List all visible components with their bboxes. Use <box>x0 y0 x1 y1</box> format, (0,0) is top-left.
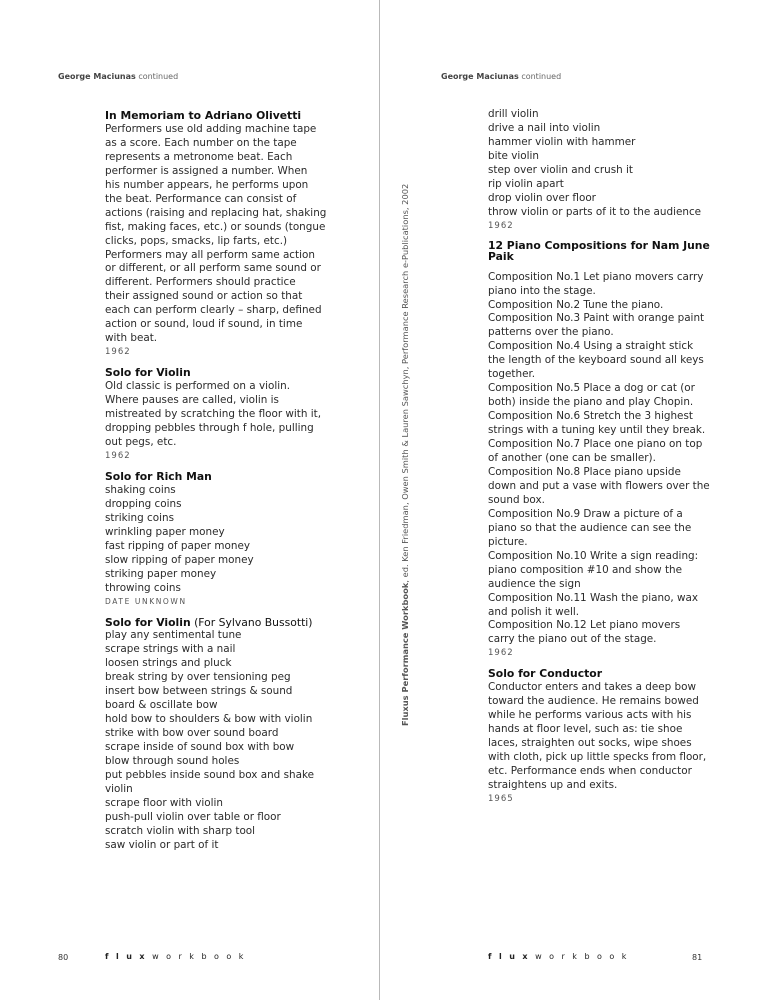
piece-title: Solo for Violin <box>105 366 191 380</box>
running-head-right <box>441 72 561 81</box>
right-page-column <box>488 108 713 813</box>
text-line: wrinkling paper money <box>105 525 225 538</box>
piece-title: Solo for Conductor <box>488 667 603 681</box>
text-line: Performers use old adding machine tape <box>105 122 317 135</box>
text-line: push-pull violin over table or floor <box>105 810 281 823</box>
text-line: scrape floor with violin <box>105 796 223 809</box>
text-line: drop violin over floor <box>488 191 596 204</box>
text-line: down and put a vase with flowers over the <box>488 479 710 492</box>
vertical-publication-credit <box>400 184 410 726</box>
running-head-left <box>58 72 178 81</box>
footer-brand-left <box>105 952 251 961</box>
text-line: the length of the keyboard sound all keys <box>488 354 704 367</box>
piece-year: 1962 <box>105 347 131 358</box>
text-line: actions (raising and replacing hat, shaking <box>105 206 327 219</box>
text-line: Composition No.8 Place piano upside <box>488 465 681 478</box>
credit-details: , ed. Ken Friedman, Owen Smith & Lauren Sawchyn, Performance Research e-Publications, 2002 <box>400 183 410 583</box>
text-line: scrape inside of sound box with bow <box>105 741 295 754</box>
text-line: Composition No.11 Wash the piano, wax <box>488 591 699 604</box>
piece-year: DATE UNKNOWN <box>105 596 187 606</box>
text-line: straightens up and exits. <box>488 778 618 791</box>
text-line: piano so that the audience can see the <box>488 521 692 534</box>
text-line: Composition No.2 Tune the piano. <box>488 298 664 311</box>
text-line: Performers may all perform same action <box>105 248 315 261</box>
text-line: drive a nail into violin <box>488 121 601 134</box>
text-line: strike with bow over sound board <box>105 727 279 740</box>
text-line: violin <box>105 782 133 795</box>
text-line: hands at floor level, such as: tie shoe <box>488 723 683 736</box>
text-line: different. Performers should practice <box>105 276 296 289</box>
text-line: Composition No.3 Paint with orange paint <box>488 312 705 325</box>
text-line: put pebbles inside sound box and shake <box>105 768 314 781</box>
text-line: throw violin or parts of it to the audience <box>488 205 702 218</box>
brand-flux: flux <box>105 952 153 961</box>
text-line: and polish it well. <box>488 605 580 618</box>
text-line: as a score. Each number on the tape <box>105 136 297 149</box>
piece-solo-for-violin-bussotti <box>105 616 330 853</box>
text-line: picture. <box>488 535 528 548</box>
text-line: loosen strings and pluck <box>105 657 232 670</box>
text-line: patterns over the piano. <box>488 326 614 339</box>
text-line: slow ripping of paper money <box>105 553 254 566</box>
text-line: play any sentimental tune <box>105 629 242 642</box>
piece-solo-for-violin <box>105 366 330 462</box>
text-line: scrape strings with a nail <box>105 643 236 656</box>
text-line: blow through sound holes <box>105 755 240 768</box>
text-line: rip violin apart <box>488 177 564 190</box>
text-line: action or sound, loud if sound, in time <box>105 318 303 331</box>
text-line: the beat. Performance can consist of <box>105 192 297 205</box>
brand-flux: flux <box>488 952 536 961</box>
text-line: shaking coins <box>105 483 176 496</box>
text-line: laces, straighten out socks, wipe shoes <box>488 737 692 750</box>
piece-title-main: Solo for Violin <box>105 615 191 629</box>
piece-piano-compositions <box>488 240 713 660</box>
text-line: with cloth, pick up little specks from floor, <box>488 751 707 764</box>
text-line: break string by over tensioning peg <box>105 671 291 684</box>
text-line: carry the piano out of the stage. <box>488 633 657 646</box>
text-line: Where pauses are called, violin is <box>105 394 279 407</box>
running-head-continued: continued <box>138 72 179 81</box>
text-line: out pegs, etc. <box>105 435 177 448</box>
text-line: saw violin or part of it <box>105 838 219 851</box>
text-line: while he performs various acts with his <box>488 709 692 722</box>
text-line: Composition No.7 Place one piano on top <box>488 438 703 451</box>
text-line: hammer violin with hammer <box>488 135 636 148</box>
text-line: striking coins <box>105 511 174 524</box>
text-line: board & oscillate bow <box>105 699 218 712</box>
text-line: Conductor enters and takes a deep bow <box>488 681 696 694</box>
footer-brand-right <box>488 952 634 961</box>
text-line: mistreated by scratching the floor with it, <box>105 408 322 421</box>
page-number-right: 81 <box>692 953 703 962</box>
text-line: piano into the stage. <box>488 284 596 297</box>
text-line: together. <box>488 368 536 381</box>
text-line: Composition No.5 Place a dog or cat (or <box>488 382 695 395</box>
piece-title <box>105 616 330 630</box>
text-line: toward the audience. He remains bowed <box>488 695 699 708</box>
piece-title: Solo for Rich Man <box>105 469 212 483</box>
brand-workbook: workbook <box>152 952 251 961</box>
text-line: etc. Performance ends when conductor <box>488 765 692 778</box>
piece-title-dedication: (For Sylvano Bussotti) <box>190 615 313 629</box>
text-line: Composition No.6 Stretch the 3 highest <box>488 410 693 423</box>
text-line: each can perform clearly – sharp, defined <box>105 304 322 317</box>
text-line: performer is assigned a number. When <box>105 164 308 177</box>
piece-title: In Memoriam to Adriano Olivetti <box>105 109 302 122</box>
piece-year: 1962 <box>105 450 131 461</box>
credit-book-title: Fluxus Performance Workbook <box>400 582 410 726</box>
piece-title: 12 Piano Compositions for Nam June Paik <box>488 238 710 264</box>
text-line: Composition No.9 Draw a picture of a <box>488 507 683 520</box>
text-line: insert bow between strings & sound <box>105 685 293 698</box>
text-line: drill violin <box>488 108 539 120</box>
page-number-left: 80 <box>58 953 69 962</box>
text-line: clicks, pops, smacks, lip farts, etc.) <box>105 234 288 247</box>
text-line: Composition No.12 Let piano movers <box>488 619 681 632</box>
text-line: hold bow to shoulders & bow with violin <box>105 713 313 726</box>
text-line: Old classic is performed on a violin. <box>105 380 291 393</box>
text-line: both) inside the piano and play Chopin. <box>488 396 694 409</box>
text-line: strings with a tuning key until they break. <box>488 424 706 437</box>
text-line: fast ripping of paper money <box>105 539 250 552</box>
text-line: bite violin <box>488 149 540 162</box>
text-line: or different, or all perform same sound or <box>105 262 321 275</box>
text-line: piano composition #10 and show the <box>488 563 683 576</box>
text-line: throwing coins <box>105 581 181 594</box>
piece-solo-for-rich-man <box>105 470 330 608</box>
text-line: his number appears, he performs upon <box>105 178 309 191</box>
text-line: Composition No.1 Let piano movers carry <box>488 270 704 283</box>
text-line: striking paper money <box>105 567 217 580</box>
page-gutter-divider <box>379 0 380 1000</box>
text-line: fist, making faces, etc.) or sounds (tongue <box>105 220 326 233</box>
text-line: dropping coins <box>105 497 182 510</box>
brand-workbook: workbook <box>535 952 634 961</box>
running-head-author: George Maciunas <box>58 72 136 81</box>
left-page-column <box>105 109 330 861</box>
text-line: of another (one can be smaller). <box>488 452 656 465</box>
piece-solo-for-violin-continued <box>488 108 713 232</box>
running-head-continued: continued <box>521 72 562 81</box>
text-line: their assigned sound or action so that <box>105 290 303 303</box>
piece-year: 1962 <box>488 220 514 231</box>
piece-year: 1962 <box>488 648 514 659</box>
text-line: Composition No.4 Using a straight stick <box>488 340 694 353</box>
piece-year: 1965 <box>488 793 514 804</box>
text-line: step over violin and crush it <box>488 163 633 176</box>
text-line: dropping pebbles through f hole, pulling <box>105 422 314 435</box>
text-line: Composition No.10 Write a sign reading: <box>488 549 699 562</box>
text-line: sound box. <box>488 493 545 506</box>
text-line: scratch violin with sharp tool <box>105 824 256 837</box>
piece-in-memoriam <box>105 109 330 358</box>
running-head-author: George Maciunas <box>441 72 519 81</box>
text-line: with beat. <box>105 332 158 345</box>
piece-solo-for-conductor <box>488 667 713 805</box>
text-line: represents a metronome beat. Each <box>105 150 293 163</box>
text-line: audience the sign <box>488 577 581 590</box>
